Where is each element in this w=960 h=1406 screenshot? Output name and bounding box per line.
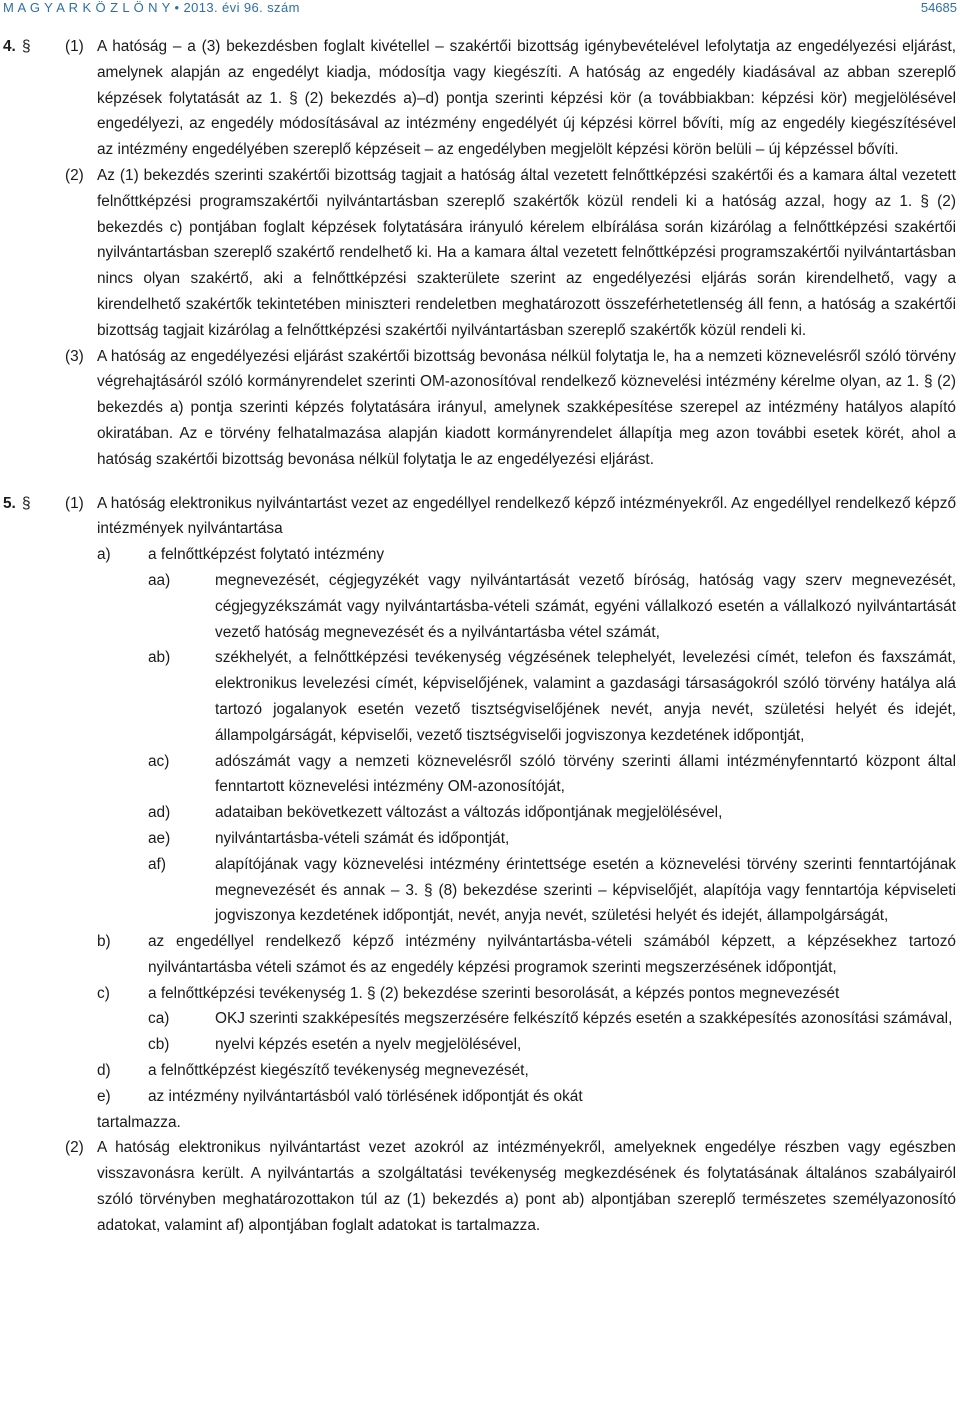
paragraph-text: Az (1) bekezdés szerinti szakértői bizottság tagjait a hatóság által vezetett felnőttképzési szakértői és a kamara által vezetett felnőttképzési programszakértői nyilvántartásban szereplő szakértők közül rendeli ki a hatóság azzal, hogy az 1. § (2) bekezdés c) pontjában foglalt képzések folytatására irányuló kérelem elbírálása során kizárólag a felnőttképzési szakértői nyilvántartásban szereplő szakértő rendelhető ki. Ha a kamara által vezetett felnőttképzési programszakértői nyilvántartásban nincs olyan szakértő, aki a felnőttképzési szakterülete szerint az engedélyezési eljárás során kirendelhető, vagy a kirendelhető szakértők tekintetében miniszteri rendeletben meghatározott összeférhetetlenség áll fenn, a hatóság a szakértői bizottság tagjait kizárólag a felnőttképzési szakértői nyilvántartásban szereplő szakértők közül rendeli ki. xyxy=(97,166,956,339)
list-item-a xyxy=(0,542,960,568)
paragraph-text: A hatóság – a (3) bekezdésben foglalt kivétellel – szakértői bizottság igénybevételével lefolytatja az engedélyezési eljárást, amelynek alapján az engedélyt kiadja, módosítja vagy kiegészíti. A hatóság az engedély kiadásával az abban szereplő képzések folytatását az 1. § (2) bekezdés a)–d) pontja szerinti képzési kör (a továbbiakban: képzési kör) megjelölésével engedélyezi, az engedély módosításával az intézmény engedélyét új képzési körrel bővíti, míg az engedély kiegészítésével az intézmény engedélyében szereplő képzéseit – az engedélyben megjelölt képzési körön belüli – új képzéssel bővíti. xyxy=(97,38,956,159)
list-item-d xyxy=(0,1058,960,1084)
section-symbol: § xyxy=(22,494,31,512)
page-header xyxy=(0,0,960,22)
item-marker: af) xyxy=(148,855,166,873)
paragraph-text: A hatóság az engedélyezési eljárást szakértői bizottság bevonása nélkül folytatja le, ha a nemzeti köznevelésről szóló törvény végrehajtásáról szóló kormányrendelet szerinti OM-azonosítóval rendelkező köznevelési intézmény kérelme olyan, az 1. § (2) bekezdés a) pontja szerinti képzés folytatására irányul, amelynek szakképesítése szerepel az intézmény hatályos alapító okiratában. Az e törvény felhatalmazása alapján kiadott kormányrendelet állapítja meg azon további esetek körét, ahol a hatóság szakértői bizottság bevonása nélkül folytatja le az engedélyezési eljárást. xyxy=(97,347,956,468)
list-item-c xyxy=(0,981,960,1007)
item-marker: d) xyxy=(97,1062,111,1080)
item-text: az intézmény nyilvántartásból való törlésének időpontját és okát xyxy=(148,1087,583,1105)
paragraph-4-2 xyxy=(0,163,960,344)
paragraph-closing xyxy=(0,1110,960,1136)
item-marker: ad) xyxy=(148,804,171,822)
list-item-b xyxy=(0,929,960,981)
document-body xyxy=(0,34,960,1239)
item-text: alapítójának vagy köznevelési intézmény érintettsége esetén a köznevelési törvény szerinti fenntartójának megnevezését és annak – 3. § (8) bekezdése szerinti – képviselőjét, alapítója vagy fenntartója képviseleti jogviszonya kezdetének időpontját, nevét, anyja nevét, születési helyét és idejét, állampolgárságát, xyxy=(215,855,956,925)
list-item-ac xyxy=(0,749,960,801)
paragraph-number: (1) xyxy=(65,494,84,512)
item-marker: ac) xyxy=(148,752,170,770)
item-text: a felnőttképzési tevékenység 1. § (2) bekezdése szerinti besorolását, a képzés pontos megnevezését xyxy=(148,984,840,1002)
closing-text: tartalmazza. xyxy=(97,1113,181,1131)
item-text: nyelvi képzés esetén a nyelv megjelölésével, xyxy=(215,1036,522,1054)
item-marker: e) xyxy=(97,1087,111,1105)
page-number: 54685 xyxy=(920,0,957,15)
list-item-ca xyxy=(0,1006,960,1032)
paragraph-5-1 xyxy=(0,491,960,543)
item-text: adószámát vagy a nemzeti köznevelésről szóló törvény szerinti állami intézményfenntartó központ által fenntartott köznevelési intézmény OM-azonosítóját, xyxy=(215,752,956,796)
section-4 xyxy=(0,34,960,473)
item-text: az engedéllyel rendelkező képző intézmény nyilvántartásba-vételi számából képzett, a képzésekhez tartozó nyilvántartásba vételi számot és az engedély képzési programok szerinti megszerzésének időpontját, xyxy=(148,933,956,976)
item-text: OKJ szerinti szakképesítés megszerzésére felkészítő képzés esetén a szakképesítés azonosítási számával, xyxy=(215,1010,953,1028)
item-text: a felnőttképzést kiegészítő tevékenység megnevezését, xyxy=(148,1062,529,1080)
list-item-ab xyxy=(0,645,960,748)
item-marker: ab) xyxy=(148,649,171,667)
paragraph-4-1 xyxy=(0,34,960,163)
paragraph-5-2 xyxy=(0,1135,960,1238)
item-marker: ae) xyxy=(148,829,171,847)
list-item-cb xyxy=(0,1032,960,1058)
item-text: székhelyét, a felnőttképzési tevékenység végzésének telephelyét, levelezési címét, telefon és faxszámát, elektronikus levelezési címét, képviselőjének, valamint a gazdasági társaságokról szóló törvény hatálya alá tartozó jogalanyok esetén vezető tisztségviselőjének nevét, anyja nevét, születési helyét és idejét, állampolgárságát, képviselői, vezető tisztségviselői jogviszonya kezdetének időpontját, xyxy=(215,649,956,744)
journal-title: M A G Y A R K Ö Z L Ö N Y • 2013. évi 96. szám xyxy=(3,0,300,15)
item-text: megnevezését, cégjegyzékét vagy nyilvántartását vezető bíróság, hatóság vagy szerv megnevezését, cégjegyzékszámát vagy nyilvántartásba-vételi számát, egyéni vállalkozó esetén a vállalkozó nyilvántartását vezető hatóság megnevezését és a nyilvántartásba vétel számát, xyxy=(215,571,956,641)
section-symbol: § xyxy=(22,38,31,55)
item-marker: ca) xyxy=(148,1010,170,1028)
list-item-af xyxy=(0,852,960,929)
paragraph-number: (1) xyxy=(65,38,84,55)
list-item-ad xyxy=(0,800,960,826)
section-number: 4. xyxy=(3,38,16,55)
paragraph-number: (3) xyxy=(65,347,84,365)
list-item-e xyxy=(0,1084,960,1110)
item-marker: c) xyxy=(97,984,110,1002)
item-marker: a) xyxy=(97,546,111,564)
paragraph-intro: A hatóság elektronikus nyilvántartást vezet az engedéllyel rendelkező képző intézményekről. Az engedéllyel rendelkező képző intézmények nyilvántartása xyxy=(97,494,956,538)
list-item-aa xyxy=(0,568,960,645)
section-number: 5. xyxy=(3,494,16,512)
list-item-ae xyxy=(0,826,960,852)
paragraph-4-3 xyxy=(0,344,960,473)
section-5 xyxy=(0,491,960,1239)
item-marker: cb) xyxy=(148,1036,170,1054)
item-marker: b) xyxy=(97,933,111,951)
paragraph-number: (2) xyxy=(65,166,84,184)
item-text: adataiban bekövetkezett változást a változás időpontjának megjelölésével, xyxy=(215,804,723,822)
item-marker: aa) xyxy=(148,571,171,589)
paragraph-number: (2) xyxy=(65,1139,84,1157)
item-text: a felnőttképzést folytató intézmény xyxy=(148,546,385,564)
item-text: nyilvántartásba-vételi számát és időpontját, xyxy=(215,829,510,847)
paragraph-text: A hatóság elektronikus nyilvántartást vezet azokról az intézményekről, amelyeknek engedélye részben vagy egészben visszavonásra került. A nyilvántartás a szolgáltatási tevékenység megkezdésének és folytatásának általános szabályairól szóló törvényben meghatározottakon túl az (1) bekezdés a) pont ab) alpontjában szereplő természetes személyazonosító adatokat, valamint af) alpontjában foglalt adatokat is tartalmazza. xyxy=(97,1139,956,1234)
